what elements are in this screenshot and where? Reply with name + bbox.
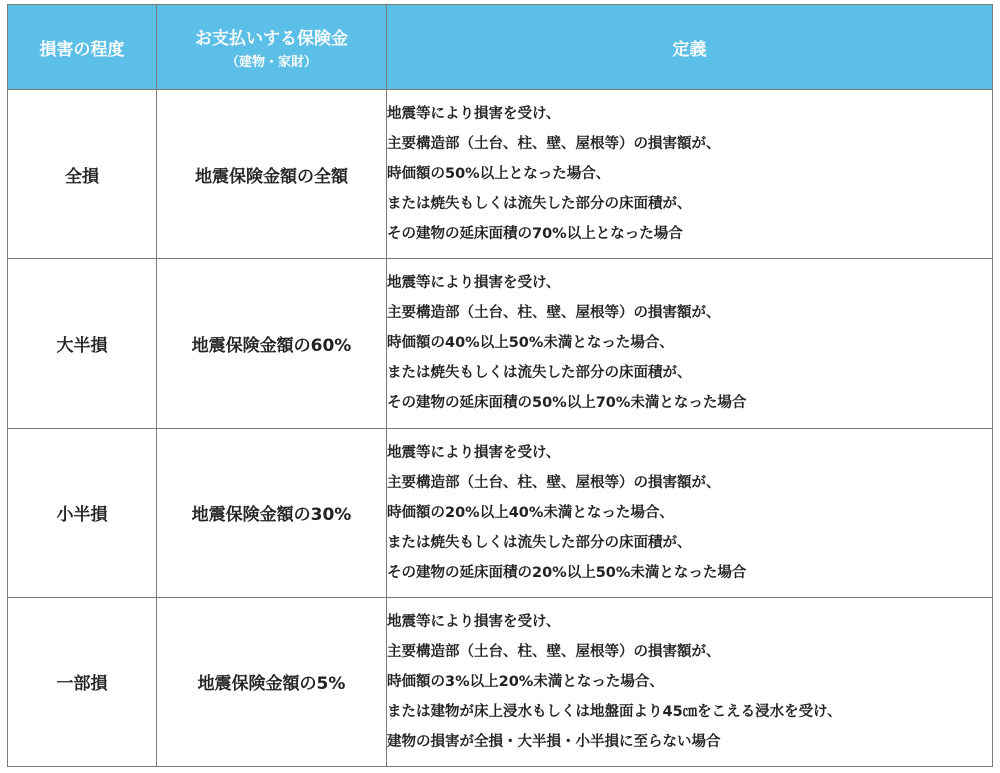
header-definition: 定義 (387, 5, 993, 90)
definition-line: 地震等により損害を受け、 (387, 106, 561, 123)
definition-line: 時価額の3%以上20%未満となった場合、 (387, 673, 664, 690)
definition-line: 主要構造部（土台、柱、壁、屋根等）の損害額が、 (387, 305, 721, 322)
degree-cell: 全損 (8, 90, 157, 259)
amount-cell: 地震保険金額の30% (157, 428, 387, 597)
definition-line: または焼失もしくは流失した部分の床面積が、 (387, 534, 692, 551)
amount-cell: 地震保険金額の全額 (157, 90, 387, 259)
definition-line: 主要構造部（土台、柱、壁、屋根等）の損害額が、 (387, 643, 721, 660)
definition-line: 時価額の50%以上となった場合、 (387, 166, 611, 183)
definition-line: その建物の延床面積の70%以上となった場合 (387, 226, 683, 243)
definition-line: 主要構造部（土台、柱、壁、屋根等）の損害額が、 (387, 474, 721, 491)
table-row (8, 259, 993, 428)
definition-line: または焼失もしくは流失した部分の床面積が、 (387, 365, 692, 382)
definition-cell (387, 259, 993, 428)
definition-line: または焼失もしくは流失した部分の床面積が、 (387, 196, 692, 213)
degree-cell: 小半損 (8, 428, 157, 597)
definition-line: その建物の延床面積の20%以上50%未満となった場合 (387, 564, 747, 581)
earthquake-damage-table (7, 4, 993, 767)
definition-cell (387, 90, 993, 259)
amount-cell: 地震保険金額の5% (157, 597, 387, 766)
definition-line: 地震等により損害を受け、 (387, 275, 561, 292)
definition-line: 地震等により損害を受け、 (387, 444, 561, 461)
table-row (8, 597, 993, 766)
degree-cell: 一部損 (8, 597, 157, 766)
definition-line: 地震等により損害を受け、 (387, 613, 561, 630)
definition-cell (387, 597, 993, 766)
definition-line: 主要構造部（土台、柱、壁、屋根等）の損害額が、 (387, 136, 721, 153)
table-header-row (8, 5, 993, 90)
degree-cell: 大半損 (8, 259, 157, 428)
amount-cell: 地震保険金額の60% (157, 259, 387, 428)
header-amount-sub: （建物・家財） (225, 55, 317, 70)
header-amount (157, 5, 387, 90)
table-row (8, 90, 993, 259)
definition-cell (387, 428, 993, 597)
definition-line: 時価額の20%以上40%未満となった場合、 (387, 504, 674, 521)
definition-line: その建物の延床面積の50%以上70%未満となった場合 (387, 395, 747, 412)
definition-line: または建物が床上浸水もしくは地盤面より45㎝をこえる浸水を受け、 (387, 703, 842, 720)
header-degree: 損害の程度 (8, 5, 157, 90)
table-row (8, 428, 993, 597)
header-amount-label: お支払いする保険金 (195, 29, 348, 49)
definition-line: 建物の損害が全損・大半損・小半損に至らない場合 (387, 733, 721, 750)
definition-line: 時価額の40%以上50%未満となった場合、 (387, 335, 674, 352)
